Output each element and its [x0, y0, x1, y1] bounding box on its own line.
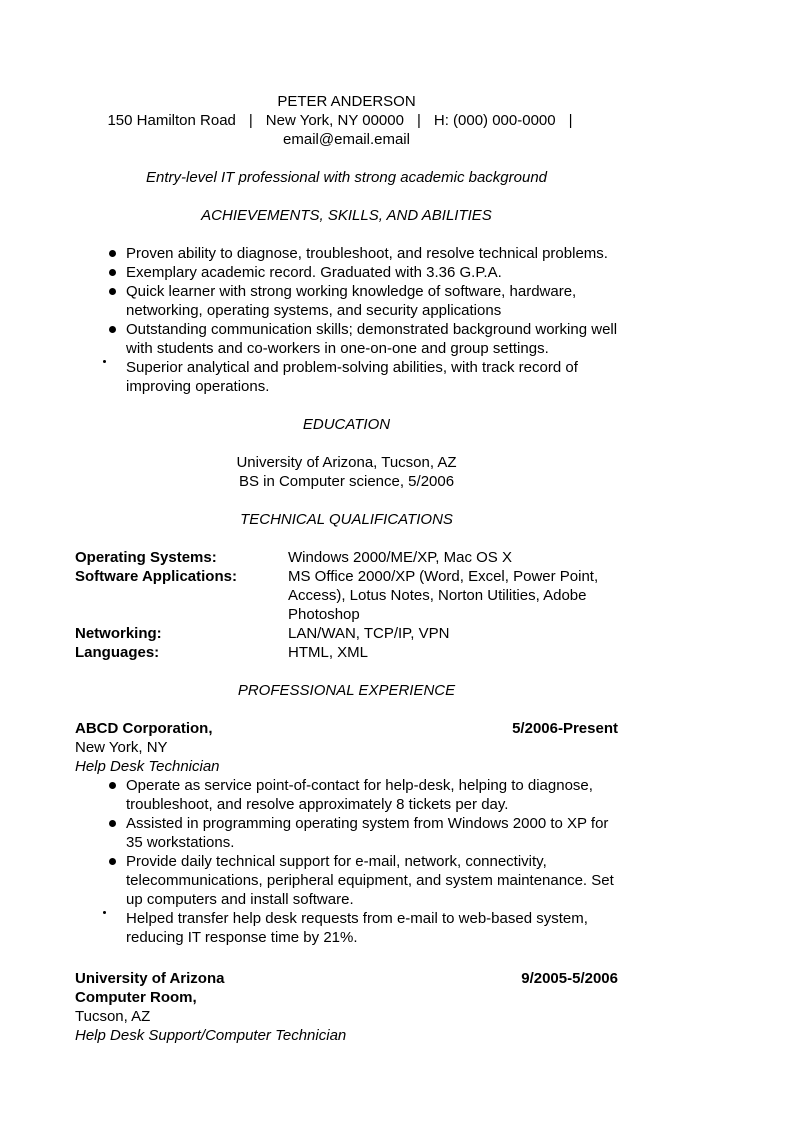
bullet-text: Helped transfer help desk requests from e-mail to web-based system, reducing IT response time by 21%.: [126, 910, 588, 946]
person-name: PETER ANDERSON: [277, 93, 416, 110]
education-degree-line: BS in Computer science, 5/2006: [238, 473, 455, 490]
row-label: Networking:: [75, 625, 162, 642]
list-item: [75, 282, 618, 320]
contact-line: [75, 111, 618, 130]
bullet-icon: [109, 358, 126, 396]
job: [75, 719, 618, 947]
job-company-line2: Computer Room,: [75, 989, 197, 1006]
table-row: [75, 567, 618, 624]
pipe-separator: |: [568, 112, 573, 129]
technical-table: [75, 548, 618, 662]
headline-tagline: Entry-level IT professional with strong academic background: [145, 169, 548, 186]
bullet-text: Provide daily technical support for e-mail, network, connectivity, telecommunications, peripheral equipment, and system maintenance. Set up computers and install software.: [126, 853, 614, 908]
table-row: [75, 643, 618, 662]
job-title: Help Desk Support/Computer Technician: [75, 1027, 347, 1044]
list-item: [75, 358, 618, 396]
list-item: [75, 909, 618, 947]
bullet-icon: [109, 814, 126, 852]
achievements-list: [75, 244, 618, 396]
job-header: [75, 719, 618, 738]
list-item: [75, 852, 618, 909]
job-header: [75, 969, 618, 988]
row-label: Operating Systems:: [75, 549, 217, 566]
section-heading-education: EDUCATION: [302, 416, 391, 433]
bullet-icon: [109, 852, 126, 909]
pipe-separator: |: [416, 112, 421, 129]
list-item: [75, 244, 618, 263]
row-value: HTML, XML: [288, 644, 369, 661]
contact-email: email@email.email: [283, 131, 410, 148]
row-value: MS Office 2000/XP (Word, Excel, Power Point, Access), Lotus Notes, Norton Utilities, Adobe Photoshop: [288, 568, 599, 623]
job-company: University of Arizona: [75, 970, 225, 987]
bullet-icon: [109, 263, 126, 282]
bullet-text: Outstanding communication skills; demonstrated background working well with students and co-workers in one-on-one and group settings.: [126, 321, 618, 357]
list-item: [75, 320, 618, 358]
education-school-line: University of Arizona, Tucson, AZ: [236, 454, 457, 471]
bullet-icon: [109, 282, 126, 320]
row-label: Languages:: [75, 644, 160, 661]
bullet-text: Exemplary academic record. Graduated with 3.36 G.P.A.: [126, 264, 502, 281]
job-location: New York, NY: [75, 739, 168, 756]
job-title: Help Desk Technician: [75, 758, 220, 775]
list-item: [75, 814, 618, 852]
row-value: Windows 2000/ME/XP, Mac OS X: [288, 549, 512, 566]
job-dates: 9/2005-5/2006: [521, 970, 618, 987]
bullet-text: Proven ability to diagnose, troubleshoot, and resolve technical problems.: [126, 245, 608, 262]
bullet-text: Operate as service point-of-contact for help-desk, helping to diagnose, troubleshoot, and resolve approximately 8 tickets per day.: [126, 777, 593, 813]
section-heading-technical: TECHNICAL QUALIFICATIONS: [240, 511, 453, 528]
contact-city: New York, NY 00000: [265, 112, 404, 129]
bullet-text: Superior analytical and problem-solving abilities, with track record of improving operations.: [126, 359, 578, 395]
bullet-icon: [109, 244, 126, 263]
section-heading-experience: PROFESSIONAL EXPERIENCE: [237, 682, 456, 699]
bullet-icon: [109, 320, 126, 358]
job: [75, 969, 618, 1045]
bullet-text: Quick learner with strong working knowledge of software, hardware, networking, operating systems, and security applications: [126, 283, 577, 319]
job-bullets: [75, 776, 618, 947]
job-dates: 5/2006-Present: [512, 720, 618, 737]
row-label: Software Applications:: [75, 568, 237, 585]
bullet-text: Assisted in programming operating system from Windows 2000 to XP for 35 workstations.: [126, 815, 609, 851]
bullet-icon: [109, 909, 126, 947]
table-row: [75, 548, 618, 567]
job-location: Tucson, AZ: [75, 1008, 151, 1025]
contact-address: 150 Hamilton Road: [107, 112, 236, 129]
section-heading-achievements: ACHIEVEMENTS, SKILLS, AND ABILITIES: [201, 207, 492, 224]
bullet-icon: [109, 776, 126, 814]
pipe-separator: |: [248, 112, 253, 129]
list-item: [75, 776, 618, 814]
job-company: ABCD Corporation,: [75, 720, 213, 737]
contact-phone: H: (000) 000-0000: [433, 112, 556, 129]
row-value: LAN/WAN, TCP/IP, VPN: [288, 625, 450, 642]
table-row: [75, 624, 618, 643]
list-item: [75, 263, 618, 282]
